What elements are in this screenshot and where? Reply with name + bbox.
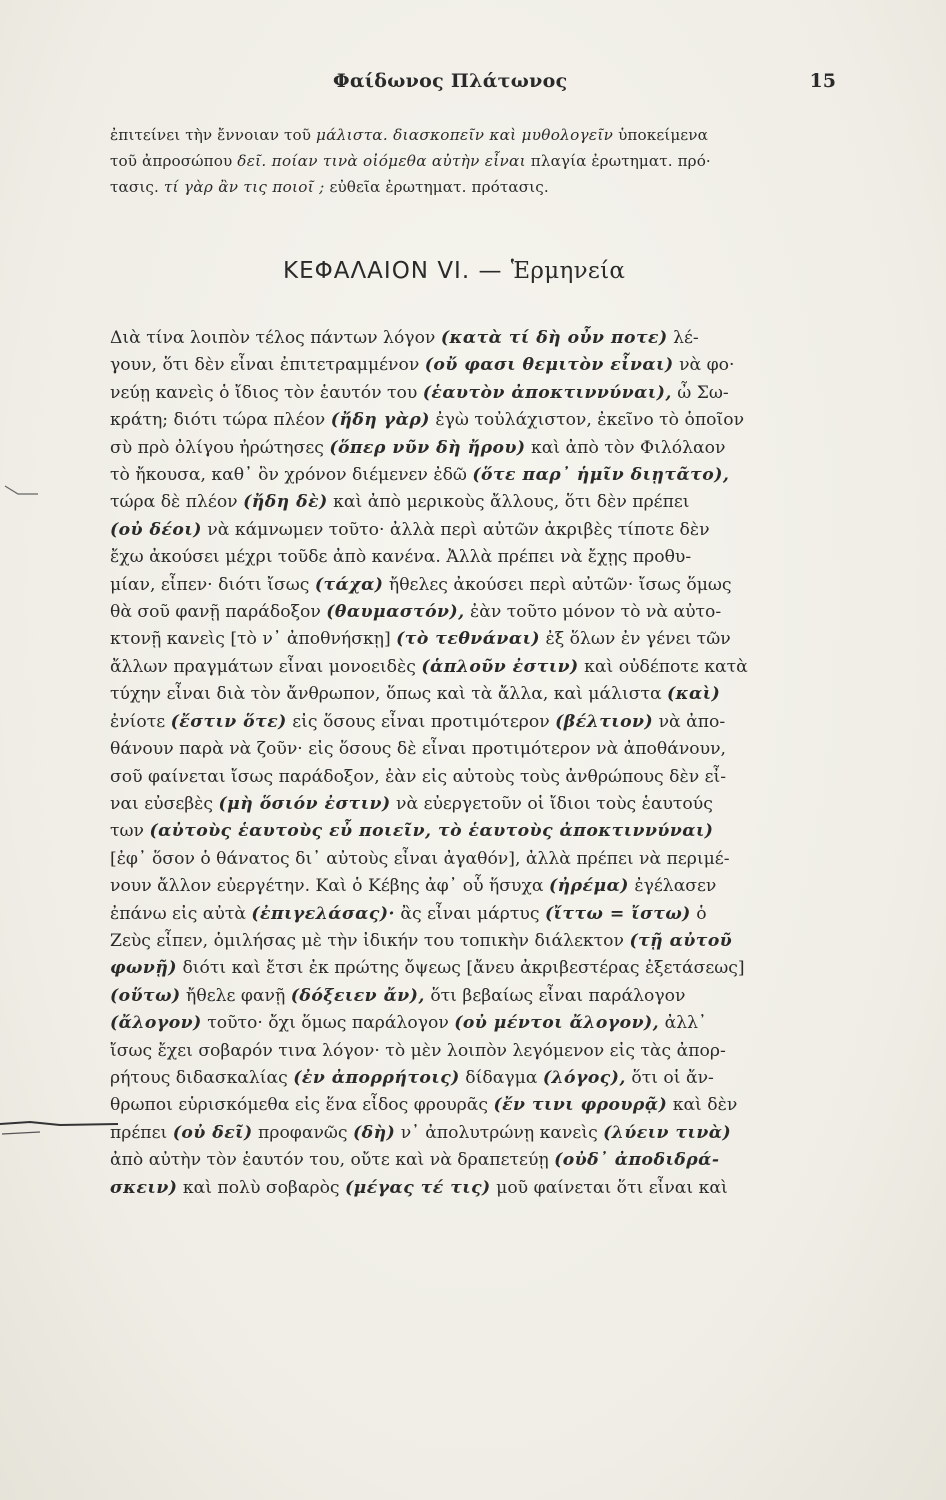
text-segment: καὶ οὐδέποτε κατὰ <box>578 656 748 677</box>
text-line <box>110 983 836 1010</box>
text-segment: ἐνίοτε <box>110 711 171 732</box>
text-segment: σὺ πρὸ ὀλίγου ἠρώτησες <box>110 437 330 458</box>
text-segment: ἐξ ὅλων ἐν γένει τῶν <box>540 629 731 650</box>
text-line <box>110 1065 836 1092</box>
text-segment: ρήτους διδασκαλίας <box>110 1067 294 1088</box>
text-line <box>110 325 836 352</box>
ink-stroke-mark <box>0 1110 150 1150</box>
text-segment: ἐγὼ τοὐλάχιστον, ἐκεῖνο τὸ ὁποῖον <box>429 410 745 431</box>
gloss-segment: (μὴ ὅσιόν ἐστιν) <box>218 793 391 814</box>
text-segment: Ζεὺς εἶπεν, ὁμιλήσας μὲ τὴν ἰδικήν του τοπικὴν διάλεκτον <box>110 930 630 951</box>
text-segment: νὰ φο· <box>673 355 735 376</box>
text-segment: ἤθελες ἀκούσει περὶ αὐτῶν· ἴσως ὅμως <box>383 574 732 595</box>
text-line <box>110 407 836 434</box>
text-segment: μίαν, εἶπεν· διότι ἴσως <box>110 574 315 595</box>
gloss-segment: (δόξειεν ἄν), <box>290 985 425 1006</box>
text-segment: τασις. <box>110 178 164 196</box>
text-segment: μοῦ φαίνεται ὅτι εἶναι καὶ <box>490 1177 728 1198</box>
text-segment: γουν, ὅτι δὲν εἶναι ἐπιτετραμμένον <box>110 355 425 376</box>
gloss-segment: (οὐ δεῖ) <box>172 1122 253 1143</box>
text-segment: ὦ Σω- <box>671 382 729 403</box>
gloss-segment: (μέγας τέ τις) <box>345 1177 491 1198</box>
intro-line <box>110 148 836 174</box>
text-line <box>110 544 836 571</box>
gloss-segment: (οὐ δέοι) <box>110 519 202 540</box>
gloss-segment: (ἐπιγελάσας)· <box>251 903 395 924</box>
text-segment: ἄλλων πραγμάτων εἶναι μονοειδὲς <box>110 656 422 677</box>
gloss-segment: φωνῇ) <box>110 958 177 979</box>
page-number: 15 <box>809 70 836 92</box>
text-segment: ἤθελε φανῇ <box>180 985 291 1006</box>
gloss-segment: (τάχα) <box>314 574 384 595</box>
text-segment: των <box>110 821 150 842</box>
text-line <box>110 791 836 818</box>
text-segment: εὐθεῖα ἐρωτηματ. πρότασις. <box>324 178 549 196</box>
text-line <box>110 1092 836 1119</box>
gloss-segment: (ἑαυτὸν ἀποκτιννύναι), <box>422 382 672 403</box>
text-segment: ὁ <box>690 903 707 924</box>
text-segment: [ἐφ᾽ ὅσον ὁ θάνατος δι᾽ αὐτοὺς εἶναι ἀγαθόν], ἀλλὰ πρέπει νὰ περιμέ- <box>110 848 730 869</box>
gloss-segment: (οὕτω) <box>110 985 181 1006</box>
text-segment: πρέπει <box>110 1122 173 1143</box>
text-segment: τύχην εἶναι διὰ τὸν ἄνθρωπον, ὅπως καὶ τὰ ἄλλα, καὶ μάλιστα <box>110 684 668 705</box>
gloss-segment: (ἔν τινι φρουρᾷ) <box>493 1095 668 1116</box>
text-line <box>110 1175 836 1202</box>
gloss-segment: (ἠρέμα) <box>548 876 629 897</box>
chapter-title: Ἑρμηνεία <box>510 258 626 284</box>
text-segment: ἴσως ἔχει σοβαρόν τινα λόγον· τὸ μὲν λοιπὸν λεγόμενον εἰς τὰς ἀπορ- <box>110 1040 726 1061</box>
gloss-segment: (ἁπλοῦν ἐστιν) <box>421 656 579 677</box>
text-line <box>110 352 836 379</box>
text-line <box>110 901 836 928</box>
gloss-segment: (ἔστιν ὅτε) <box>170 711 287 732</box>
text-segment: καὶ δὲν <box>667 1095 738 1116</box>
text-segment: κράτη; διότι τώρα πλέον <box>110 410 331 431</box>
text-segment: καὶ ἀπὸ μερικοὺς ἄλλους, ὅτι δὲν πρέπει <box>327 492 690 513</box>
text-segment: ν᾽ ἀπολυτρώνῃ κανεὶς <box>395 1122 604 1143</box>
intro-line <box>110 174 836 200</box>
text-segment: σοῦ φαίνεται ἴσως παράδοξον, ἐὰν εἰς αὐτοὺς τοὺς ἀνθρώπους δὲν εἶ- <box>110 766 727 787</box>
text-segment: ἐγέλασεν <box>628 876 717 897</box>
text-segment: θάνουν παρὰ νὰ ζοῦν· εἰς ὅσους δὲ εἶναι προτιμότερον νὰ ἀποθάνουν, <box>110 739 726 760</box>
gloss-segment: (καὶ) <box>667 684 721 705</box>
text-line <box>110 1120 836 1147</box>
text-segment: τοῦ ἀπροσώπου <box>110 152 238 170</box>
text-line <box>110 599 836 626</box>
text-line <box>110 626 836 653</box>
gloss-segment: τί γὰρ ἂν τις ποιοῖ ; <box>163 178 325 196</box>
running-title: Φαίδωνος Πλάτωνος <box>333 70 568 92</box>
text-segment: καὶ πολὺ σοβαρὸς <box>177 1177 346 1198</box>
text-line <box>110 489 836 516</box>
text-segment: τοῦτο· ὄχι ὅμως παράλογον <box>201 1013 455 1034</box>
gloss-segment: (οὐδ᾽ ἀποδιδρά- <box>554 1150 720 1171</box>
gloss-segment: (αὐτοὺς ἑαυτοὺς εὖ ποιεῖν, τὸ ἑαυτοὺς ἀποκτιννύναι) <box>149 821 714 842</box>
chapter-dash: — <box>470 258 511 284</box>
text-segment: ἂς εἶναι μάρτυς <box>394 903 545 924</box>
text-segment: ναι εὐσεβὲς <box>110 793 219 814</box>
text-segment: τώρα δὲ πλέον <box>110 492 244 513</box>
text-segment: κτονῇ κανεὶς [τὸ ν᾽ ἀποθνήσκῃ] <box>110 629 397 650</box>
text-line <box>110 846 836 873</box>
text-line <box>110 764 836 791</box>
gloss-segment: (ἴττω = ἴστω) <box>544 903 691 924</box>
text-line <box>110 818 836 845</box>
text-segment: ἀλλ᾽ <box>659 1013 707 1034</box>
text-segment: νὰ ἀπο- <box>653 711 726 732</box>
gloss-segment: σκειν) <box>110 1177 178 1198</box>
text-segment: ἐπάνω εἰς αὐτὰ <box>110 903 252 924</box>
text-line <box>110 736 836 763</box>
chapter-label: ΚΕΦΑΛΑΙΟΝ VI. <box>283 258 471 284</box>
intro-line <box>110 122 836 148</box>
text-segment: διότι καὶ ἔτσι ἐκ πρώτης ὄψεως [ἄνευ ἀκριβεστέρας ἐξετάσεως] <box>176 958 745 979</box>
text-line <box>110 873 836 900</box>
text-line <box>110 654 836 681</box>
gloss-segment: (ἤδη γὰρ) <box>330 410 430 431</box>
gloss-segment: (ὅπερ νῦν δὴ ἤρου) <box>329 437 526 458</box>
body-text <box>110 325 836 1202</box>
gloss-segment: (λόγος), <box>542 1067 626 1088</box>
text-segment: ἐὰν τοῦτο μόνον τὸ νὰ αὐτο- <box>464 602 722 623</box>
text-line <box>110 955 836 982</box>
text-line <box>110 1010 836 1037</box>
gloss-segment: (οὐ μέντοι ἄλογον), <box>454 1013 660 1034</box>
text-line <box>110 572 836 599</box>
gloss-segment: (ὅτε παρ᾽ ἡμῖν διῃτᾶτο), <box>472 465 730 486</box>
text-segment: εἰς ὅσους εἶναι προτιμότερον <box>286 711 556 732</box>
text-segment: ἔχω ἀκούσει μέχρι τοῦδε ἀπὸ κανένα. Ἀλλὰ πρέπει νὰ ἔχῃς προθυ- <box>110 547 692 568</box>
text-segment: ὑποκείμενα <box>613 126 708 144</box>
running-head <box>0 70 946 100</box>
text-segment: ὅτι βεβαίως εἶναι παράλογον <box>424 985 686 1006</box>
text-segment: θρωποι εὑρισκόμεθα εἰς ἕνα εἶδος φρουρᾶς <box>110 1095 494 1116</box>
text-segment: νουν ἄλλον εὐεργέτην. Καὶ ὁ Κέβης ἀφ᾽ οὗ ἥσυχα <box>110 876 549 897</box>
text-segment: δίδαγμα <box>459 1067 543 1088</box>
gloss-segment: μάλιστα. διασκοπεῖν καὶ μυθολογεῖν <box>316 126 614 144</box>
gloss-segment: (τῇ αὐτοῦ <box>629 930 733 951</box>
gloss-segment: δεῖ. ποίαν τινὰ οἰόμεθα αὐτὴν εἶναι <box>237 152 526 170</box>
text-segment: Διὰ τίνα λοιπὸν τέλος πάντων λόγον <box>110 328 441 348</box>
text-line <box>110 435 836 462</box>
gloss-segment: (δὴ) <box>353 1122 396 1143</box>
text-segment: καὶ ἀπὸ τὸν Φιλόλαον <box>525 437 726 458</box>
gloss-segment: (θαυμαστόν), <box>326 602 465 623</box>
text-segment: ἀπὸ αὐτὴν τὸν ἑαυτόν του, οὔτε καὶ νὰ δραπετεύῃ <box>110 1150 555 1171</box>
text-segment: πλαγία ἐρωτηματ. πρό· <box>525 152 711 170</box>
chapter-heading <box>283 258 625 284</box>
text-segment: προφανῶς <box>252 1122 353 1143</box>
gloss-segment: (λύειν τινὰ) <box>603 1122 732 1143</box>
text-line <box>110 1147 836 1174</box>
gloss-segment: (κατὰ τί δὴ οὖν ποτε) <box>440 328 668 348</box>
text-segment: ὅτι οἱ ἄν- <box>625 1067 714 1088</box>
gloss-segment: (οὔ φασι θεμιτὸν εἶναι) <box>424 355 674 376</box>
text-segment: θὰ σοῦ φανῇ παράδοξον <box>110 602 327 623</box>
gloss-segment: (ἄλογον) <box>110 1013 202 1034</box>
text-line <box>110 380 836 407</box>
text-segment: νὰ εὐεργετοῦν οἱ ἴδιοι τοὺς ἑαυτούς <box>390 793 713 814</box>
gloss-segment: (ἤδη δὲ) <box>243 492 328 513</box>
text-line <box>110 1038 836 1065</box>
footnote-intro <box>110 122 836 200</box>
text-segment: τὸ ἤκουσα, καθ᾽ ὃν χρόνον διέμενεν ἐδῶ <box>110 465 473 486</box>
text-segment: νὰ κάμνωμεν τοῦτο· ἀλλὰ περὶ αὐτῶν ἀκριβὲς τίποτε δὲν <box>201 519 710 540</box>
gloss-segment: (βέλτιον) <box>555 711 654 732</box>
text-line <box>110 709 836 736</box>
text-line <box>110 928 836 955</box>
text-segment: ἐπιτείνει τὴν ἔννοιαν τοῦ <box>110 126 316 144</box>
text-line <box>110 517 836 544</box>
gloss-segment: (τὸ τεθνάναι) <box>396 629 541 650</box>
gloss-segment: (ἐν ἀπορρήτοις) <box>293 1067 460 1088</box>
text-segment: νεύῃ κανεὶς ὁ ἴδιος τὸν ἑαυτόν του <box>110 382 423 403</box>
text-line <box>110 462 836 489</box>
ink-margin-mark <box>0 482 40 502</box>
text-line <box>110 681 836 708</box>
text-segment: λέ- <box>667 328 699 348</box>
